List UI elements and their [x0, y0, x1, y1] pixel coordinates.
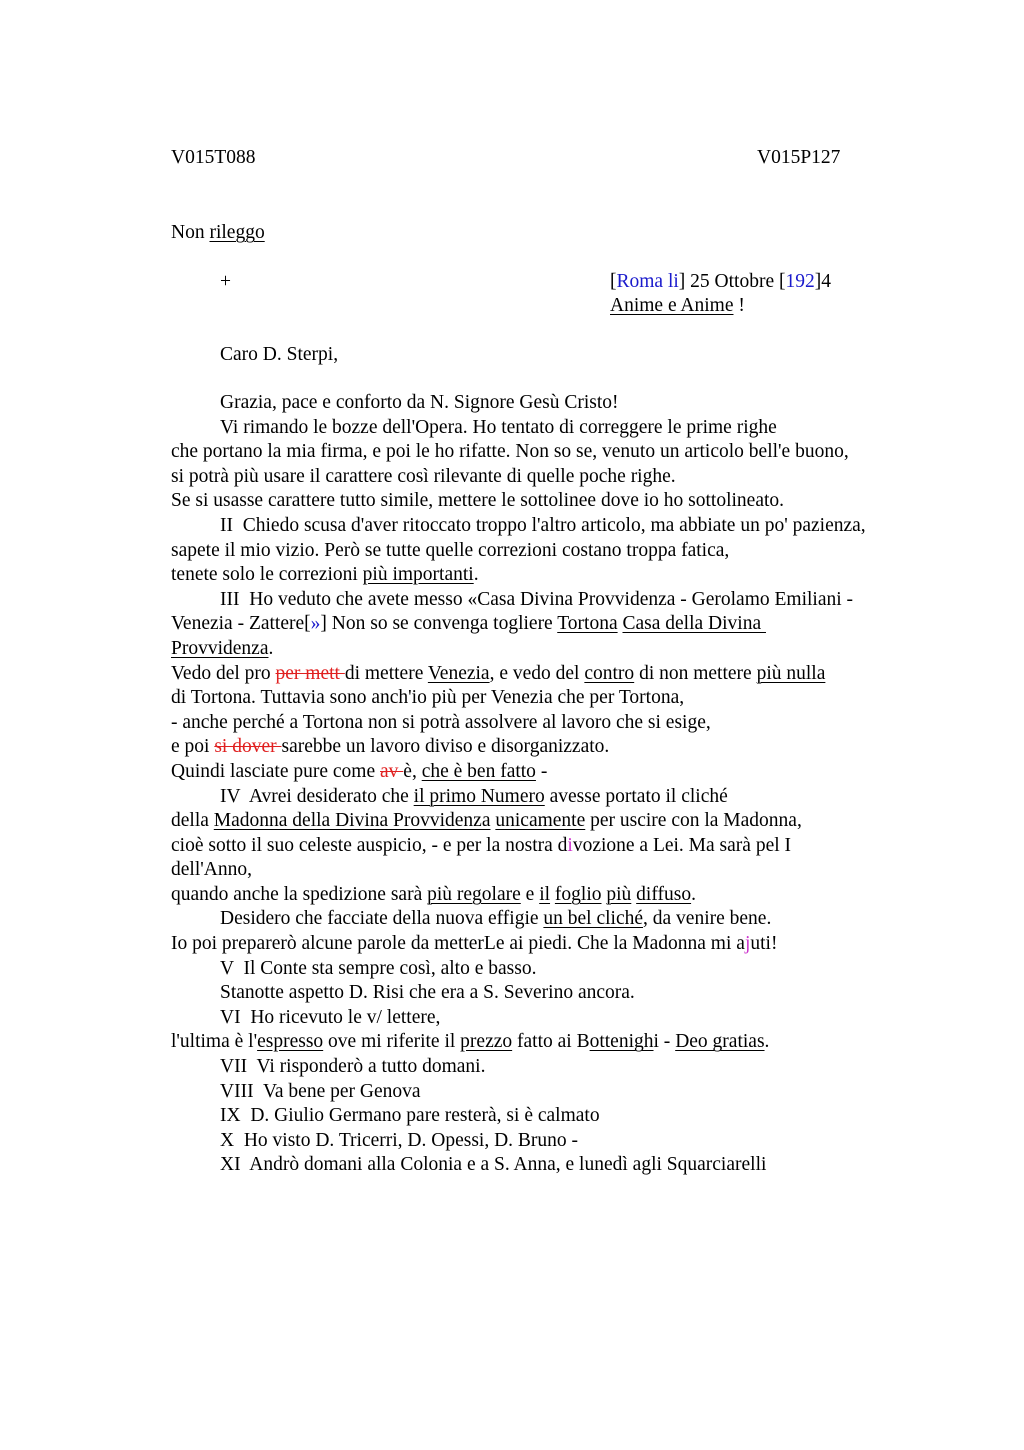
underlined-text: contro: [584, 662, 635, 684]
underlined-text: prezzo: [460, 1031, 513, 1053]
text: , e vedo del: [489, 662, 585, 684]
underlined-text: il primo Numero: [413, 785, 545, 807]
note-text: Non: [171, 222, 210, 243]
underlined-text: più: [606, 883, 632, 905]
body-line: [171, 563, 931, 588]
underlined-text: Madonna della Divina Provvidenza: [213, 810, 491, 832]
motto: [610, 294, 745, 318]
corrected-letter: i: [567, 834, 573, 856]
text: e: [520, 883, 540, 905]
body-line: Se si usasse carattere tutto simile, mettere le sottolinee dove io ho sottolineato.: [171, 490, 785, 512]
body-line: IX D. Giulio Germano pare resterà, si è calmato: [220, 1105, 600, 1127]
text: tenete solo le correzioni: [171, 564, 363, 586]
reading-note: [171, 221, 265, 245]
text: fatto ai B: [512, 1031, 590, 1053]
text: è,: [403, 760, 422, 782]
body-line: [171, 834, 931, 859]
dateline: [610, 270, 831, 294]
body-line: si potrà più usare il carattere così rilevante di quelle poche righe.: [171, 465, 676, 487]
text: Desidero che facciate della nuova effigie: [220, 908, 544, 930]
underlined-text: unicamente: [495, 810, 586, 832]
text: della: [171, 810, 214, 832]
underlined-text: che è ben fatto: [421, 760, 536, 782]
body-line: [171, 637, 931, 662]
underlined-text: Venezia: [427, 662, 490, 684]
editorial-place: Roma li: [616, 271, 679, 292]
underlined-text: Casa della Divina: [622, 613, 766, 635]
text: .: [268, 637, 274, 659]
body-line: II Chiedo scusa d'aver ritoccato troppo l'altro articolo, ma abbiate un po' pazienza,: [220, 514, 866, 536]
motto-end: !: [733, 295, 745, 316]
body-line: V Il Conte sta sempre così, alto e basso.: [220, 957, 537, 979]
body-line: dell'Anno,: [171, 859, 252, 881]
deleted-text: si dover: [214, 736, 282, 758]
body-line: sapete il mio vizio. Però se tutte quelle correzioni costano troppa fatica,: [171, 539, 730, 561]
text: e poi: [171, 736, 215, 758]
date-text: ] 25 Ottobre [: [678, 271, 786, 292]
text: i -: [653, 1031, 676, 1053]
body-line: [171, 662, 931, 687]
text: .: [764, 1031, 770, 1053]
cross-mark: +: [220, 271, 231, 292]
text: di mettere: [344, 662, 428, 684]
underlined-text: Deo gratias: [675, 1031, 765, 1053]
text: , da venire bene.: [643, 908, 772, 930]
editorial-year: 192: [785, 271, 815, 292]
text: Venezia - Zattere[: [171, 613, 311, 635]
body-line: VIII Va bene per Genova: [220, 1080, 421, 1102]
text: .: [473, 564, 479, 586]
text: .: [691, 883, 696, 905]
archive-code-right: V015P127: [757, 147, 841, 168]
body-line: [171, 785, 931, 810]
underlined-text: il: [539, 883, 551, 905]
text: vozione a Lei. Ma sarà pel I: [572, 834, 792, 856]
underlined-text: più regolare: [427, 883, 521, 905]
deleted-text: av: [380, 760, 404, 782]
underlined-text: ottenigh: [589, 1031, 654, 1053]
body-line: [171, 735, 931, 760]
text: -: [535, 760, 548, 782]
underlined-text: più nulla: [756, 662, 826, 684]
body-line: - anche perché a Tortona non si potrà assolvere al lavoro che si esige,: [171, 711, 711, 733]
underlined-text: diffuso: [636, 883, 692, 905]
editorial-quote: »: [310, 613, 321, 635]
body-line: [171, 1030, 931, 1055]
body-line: XI Andrò domani alla Colonia e a S. Anna, e lunedì agli Squarciarelli: [220, 1154, 767, 1176]
body-line: III Ho veduto che avete messo «Casa Divina Provvidenza - Gerolamo Emiliani -: [220, 588, 854, 610]
text: di non mettere: [634, 662, 757, 684]
text: ove mi riferite il: [323, 1031, 461, 1053]
body-line: [171, 760, 931, 785]
underlined-text: più importanti: [362, 564, 474, 586]
body-line: [171, 883, 931, 908]
letter-body: [171, 391, 931, 1178]
underlined-text: Tortona: [557, 613, 618, 635]
body-line: [171, 612, 931, 637]
motto-underlined: Anime e Anime: [610, 295, 734, 316]
underlined-text: espresso: [257, 1031, 324, 1053]
text: Io poi preparerò alcune parole da metterLe ai piedi. Che la Madonna mi a: [171, 933, 745, 955]
body-line: Grazia, pace e conforto da N. Signore Gesù Cristo!: [220, 392, 619, 413]
text: quando anche la spedizione sarà: [171, 883, 428, 905]
body-line: [171, 932, 931, 957]
text: l'ultima è l': [171, 1031, 258, 1053]
underlined-text: Provvidenza: [171, 637, 269, 659]
salutation: Caro D. Sterpi,: [220, 344, 339, 365]
bracket: ]4: [814, 271, 831, 292]
underlined-text: un bel cliché: [543, 908, 644, 930]
body-line: di Tortona. Tuttavia sono anch'io più per Venezia che per Tortona,: [171, 687, 685, 709]
body-line: Stanotte aspetto D. Risi che era a S. Severino ancora.: [220, 982, 635, 1004]
body-line: [171, 907, 931, 932]
text: Quindi lasciate pure come: [171, 760, 381, 782]
body-line: VI Ho ricevuto le v/ lettere,: [220, 1006, 441, 1028]
body-line: [171, 809, 931, 834]
underlined-text: foglio: [554, 883, 602, 905]
archive-code-left: V015T088: [171, 147, 256, 168]
body-line: X Ho visto D. Tricerri, D. Opessi, D. Bruno -: [220, 1129, 579, 1151]
deleted-text: per mett: [275, 662, 345, 684]
text: Vedo del pro: [171, 662, 276, 684]
text: avesse portato il cliché: [544, 785, 728, 807]
bracket: [: [610, 271, 617, 292]
body-line: VII Vi risponderò a tutto domani.: [220, 1056, 486, 1078]
text: cioè sotto il suo celeste auspicio, - e per la nostra d: [171, 834, 568, 856]
text: IV Avrei desiderato che: [220, 785, 414, 807]
corrected-letter: j: [744, 933, 751, 955]
note-underlined: rileggo: [209, 222, 265, 243]
text: ] Non so se convenga togliere: [320, 613, 558, 635]
text: per uscire con la Madonna,: [585, 810, 802, 832]
body-line: Vi rimando le bozze dell'Opera. Ho tentato di correggere le prime righe: [220, 416, 777, 438]
text: sarebbe un lavoro diviso e disorganizzato.: [281, 736, 610, 758]
body-line: che portano la mia firma, e poi le ho rifatte. Non so se, venuto un articolo bell'e buono,: [171, 441, 849, 463]
text: uti!: [750, 933, 778, 955]
